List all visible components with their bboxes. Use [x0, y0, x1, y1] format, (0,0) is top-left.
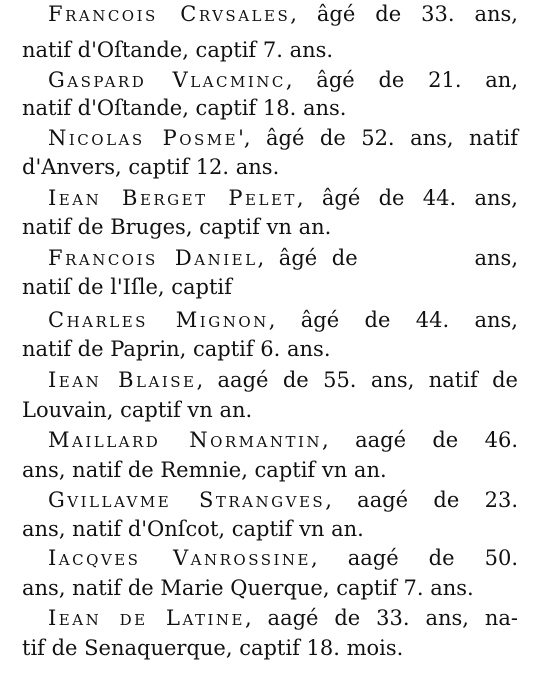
captive-name: Maillard Normantin [48, 428, 323, 452]
entry-line: ans, natif d'Onſcot, captif vn an. [22, 517, 364, 541]
captive-name: Iacqves Vanrossine [48, 546, 312, 570]
entry-line: ans, natif de Marie Querque, captif 7. ans. [22, 576, 474, 600]
entry-line: natiſ de l'Iſle, captif [22, 275, 232, 299]
entry-line: Francois Daniel, âgé de ans, [48, 246, 518, 270]
entry-line: natif de Bruges, captif vn an. [22, 215, 332, 239]
captive-name: Gaspard Vlacminc [48, 68, 286, 92]
entry-line: Iean de Latine, aagé de 33. ans, na- [48, 606, 518, 630]
captive-name: Francois Daniel [48, 246, 258, 270]
entry-line: natif d'Oſtande, captif 7. ans. [22, 38, 334, 62]
captive-name: Iean Berget Pelet [48, 186, 297, 210]
cut-off-bottom-line [48, 664, 518, 675]
entry-line: Nicolas Posme', âgé de 52. ans, natif [48, 126, 518, 150]
captive-name: Gvillavme Strangves [48, 488, 326, 512]
entry-line: Iacqves Vanrossine, aagé de 50. [48, 546, 518, 570]
entry-line: Francois Crvsales, âgé de 33. ans, [48, 2, 518, 26]
entry-line: tif de Senaquerque, captif 18. mois. [22, 636, 404, 660]
entry-line: natif de Paprin, captif 6. ans. [22, 337, 331, 361]
captive-name: Iean Blaise [48, 368, 197, 392]
entry-line: natif d'Oſtande, captif 18. ans. [22, 96, 347, 120]
entry-line: d'Anvers, captif 12. ans. [22, 155, 280, 179]
entry-line: ans, natif de Remnie, captif vn an. [22, 458, 387, 482]
entry-line: Iean Blaise, aagé de 55. ans, natif de [48, 368, 518, 392]
captive-name: Iean de Latine [48, 606, 245, 630]
entry-line: Gaspard Vlacminc, âgé de 21. an, [48, 68, 519, 92]
entry-line: Gvillavme Strangves, aagé de 23. [48, 488, 518, 512]
captive-name: Francois Crvsales [48, 2, 291, 26]
entry-line: Louvain, captif vn an. [22, 398, 253, 422]
entry-line: Maillard Normantin, aagé de 46. [48, 428, 518, 452]
captive-name: Nicolas Posme [48, 126, 239, 150]
captive-name: Charles Mignon [48, 308, 269, 332]
entry-line: Charles Mignon, âgé de 44. ans, [48, 308, 518, 332]
entry-line: Iean Berget Pelet, âgé de 44. ans, [48, 186, 518, 210]
